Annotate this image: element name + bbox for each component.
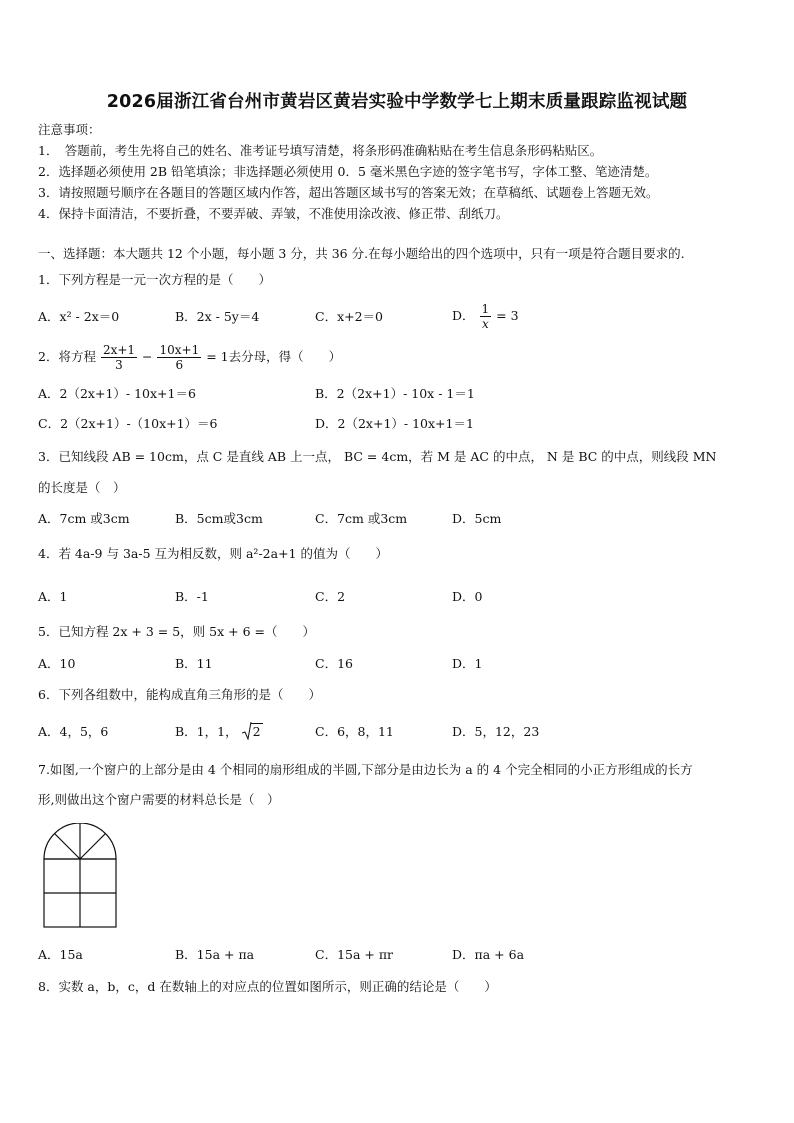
q1-option-d-tail: = 3	[496, 308, 519, 323]
question-7-stem-line2: 形,则做出这个窗户需要的材料总长是（ ）	[38, 792, 280, 807]
q6-option-c: C．6，8，11	[315, 724, 394, 739]
notes-heading: 注意事项：	[38, 122, 101, 137]
q2-minus: −	[142, 349, 153, 364]
question-3-stem-line2: 的长度是（ ）	[38, 480, 126, 495]
q7-option-c: C．15a + πr	[315, 947, 394, 962]
fraction-denominator: x	[481, 317, 489, 331]
q5-option-d: D．1	[452, 656, 483, 671]
q5-option-a: A．10	[38, 656, 76, 671]
q7-option-b: B．15a + πa	[175, 947, 255, 962]
q4-option-c: C．2	[315, 589, 346, 604]
q5-option-c: C．16	[315, 656, 353, 671]
q1-option-d-label: D．	[452, 308, 475, 323]
q1-option-d	[452, 295, 519, 337]
q4-option-a: A．1	[38, 589, 68, 604]
question-1-stem: 1．下列方程是一元一次方程的是（ ）	[38, 272, 271, 287]
q2-option-a: A．2（2x+1）- 10x+1＝6	[38, 386, 196, 401]
q1-option-c: C．x+2＝0	[315, 309, 383, 324]
question-2-stem	[38, 338, 341, 376]
note-item: 2．选择题必须使用 2B 铅笔填涂；非选择题必须使用 0．5 毫米黑色字迹的签字笔书写，字体工整、笔迹清楚。	[38, 164, 658, 179]
q2-option-c: C．2（2x+1）-（10x+1）＝6	[38, 416, 218, 431]
q6-option-a: A．4，5，6	[38, 724, 109, 739]
q3-option-c: C．7cm 或3cm	[315, 511, 408, 526]
note-item: 1． 答题前，考生先将自己的姓名、准考证号填写清楚，将条形码准确粘贴在考生信息条形码粘贴区。	[38, 143, 603, 158]
q1-option-b: B．2x - 5y＝4	[175, 309, 260, 324]
question-7-stem-line1: 7.如图,一个窗户的上部分是由 4 个相同的扇形组成的半圆,下部分是由边长为 a 的 4 个完全相同的小正方形组成的长方	[38, 762, 693, 777]
fraction-denominator: 3	[115, 358, 123, 372]
window-figure	[40, 823, 120, 931]
question-4-stem: 4．若 4a-9 与 3a-5 互为相反数，则 a²-2a+1 的值为（ ）	[38, 546, 388, 561]
sqrt-expression	[242, 724, 263, 740]
q2-lead: 2．将方程	[38, 349, 96, 364]
note-item: 3．请按照题号顺序在各题目的答题区域内作答，超出答题区域书写的答案无效；在草稿纸、试题卷上答题无效。	[38, 185, 659, 200]
question-8-stem: 8．实数 a，b，c，d 在数轴上的对应点的位置如图所示，则正确的结论是（ ）	[38, 979, 497, 994]
fraction-numerator: 1	[481, 302, 490, 316]
q6-option-b-lead: B．1，1，	[175, 724, 238, 739]
radical-sign-icon	[242, 722, 252, 740]
q6-option-b	[175, 724, 263, 740]
page-title: 2026届浙江省台州市黄岩区黄岩实验中学数学七上期末质量跟踪监视试题	[106, 92, 688, 112]
q2-option-d: D．2（2x+1）- 10x+1＝1	[315, 416, 474, 431]
fraction-numerator: 2x+1	[102, 343, 136, 357]
q1-option-a: A．x² - 2x＝0	[38, 309, 120, 324]
q2-fraction-1	[101, 343, 137, 372]
question-3-stem-line1: 3．已知线段 AB = 10cm，点 C 是直线 AB 上一点， BC = 4cm，若 M 是 AC 的中点， N 是 BC 的中点，则线段 MN	[38, 449, 717, 464]
section-heading: 一、选择题：本大题共 12 个小题，每小题 3 分，共 36 分.在每小题给出的四个选项中，只有一项是符合题目要求的.	[38, 246, 685, 261]
q1-option-d-fraction	[480, 302, 492, 331]
q2-option-b: B．2（2x+1）- 10x - 1＝1	[315, 386, 475, 401]
q4-option-b: B．-1	[175, 589, 209, 604]
q4-option-d: D．0	[452, 589, 483, 604]
q2-fraction-2	[157, 343, 201, 372]
q7-option-d: D．πa + 6a	[452, 947, 525, 962]
q3-option-a: A．7cm 或3cm	[38, 511, 130, 526]
question-5-stem: 5．已知方程 2x + 3 = 5，则 5x + 6 =（ ）	[38, 624, 315, 639]
question-6-stem: 6．下列各组数中，能构成直角三角形的是（ ）	[38, 687, 321, 702]
q6-option-d: D．5，12，23	[452, 724, 540, 739]
q5-option-b: B．11	[175, 656, 213, 671]
radicand: 2	[252, 724, 261, 739]
fraction-denominator: 6	[175, 358, 184, 372]
q2-tail: = 1去分母，得（ ）	[206, 349, 342, 364]
q3-option-b: B．5cm或3cm	[175, 511, 263, 526]
q7-option-a: A．15a	[38, 947, 83, 962]
note-item: 4．保持卡面清洁，不要折叠，不要弄破、弄皱，不准使用涂改液、修正带、刮纸刀。	[38, 206, 509, 221]
fraction-numerator: 10x+1	[159, 343, 200, 357]
q3-option-d: D．5cm	[452, 511, 502, 526]
